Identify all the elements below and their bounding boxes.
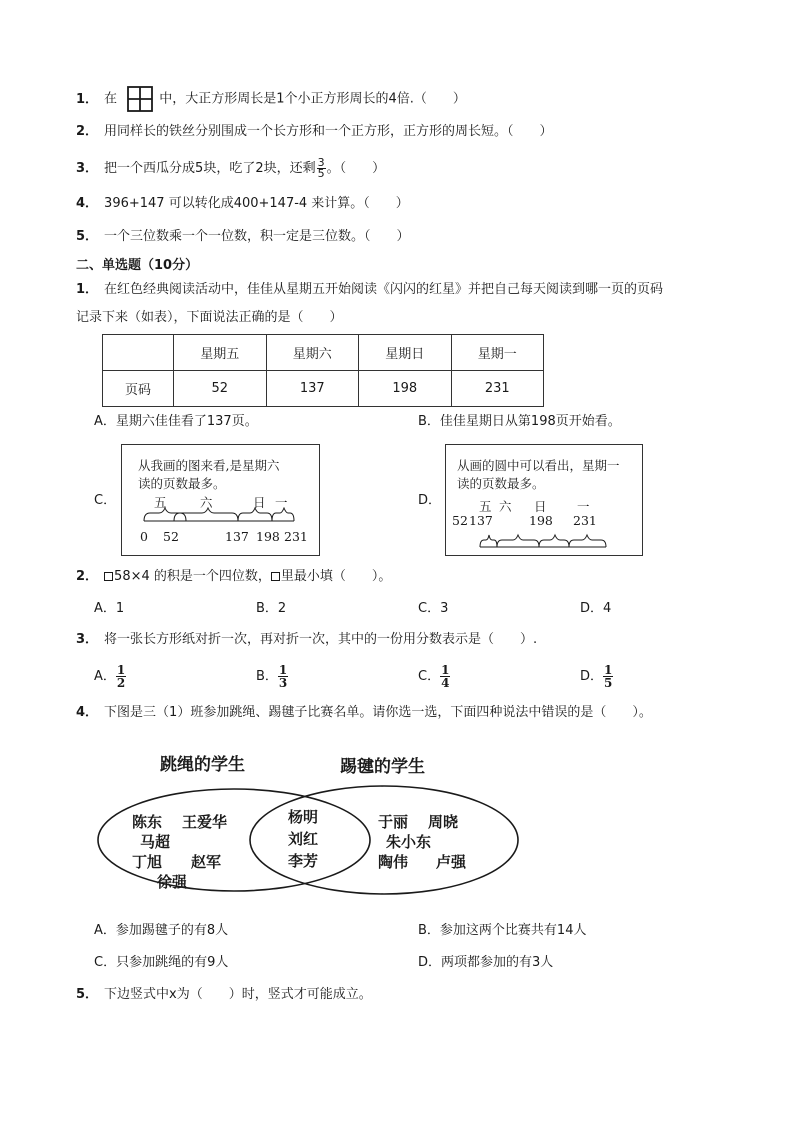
mc2-option-b[interactable]: B．2 [256, 601, 287, 616]
page-number: 231 [573, 513, 597, 528]
grid-square-figure [127, 86, 153, 112]
question-number: 4． [76, 705, 99, 720]
option-label: B． [256, 669, 278, 684]
question-text: 在红色经典阅读活动中，佳佳从星期五开始阅读《闪闪的红星》并把自己每天阅读到哪一页的页码 [104, 282, 664, 297]
judge-q1 [76, 86, 466, 112]
question-number: 1． [76, 282, 99, 297]
blank-square-icon [271, 572, 280, 581]
mc2-option-a[interactable]: A．1 [94, 601, 125, 616]
venn-name: 周晓 [428, 813, 459, 831]
day-label: 六 [200, 495, 213, 510]
mc5-question [76, 985, 372, 1005]
fraction-denominator: 5 [317, 167, 325, 180]
venn-name: 陶伟 [378, 853, 409, 871]
question-text: 58×4 的积是一个四位数， [114, 569, 271, 584]
page-number: 0 [140, 529, 148, 544]
question-text: 将一张长方形纸对折一次，再对折一次，其中的一份用分数表示是（ ）. [104, 632, 538, 647]
option-c-box [121, 444, 320, 556]
table-cell: 198 [359, 371, 452, 407]
fraction [317, 158, 326, 179]
fraction-denominator: 4 [441, 676, 450, 690]
table-cell: 星期一 [451, 335, 544, 371]
venn-name: 赵军 [191, 853, 222, 871]
day-label: 一 [577, 499, 590, 514]
mc1-option-b[interactable]: B．佳佳星期日从第198页开始看。 [418, 414, 621, 429]
mc1-option-d-label[interactable]: D． [418, 493, 442, 508]
box-text: 从我画的图来看,是星期六 [138, 458, 280, 473]
box-text: 读的页数最多。 [138, 476, 226, 491]
judge-q4 [76, 194, 409, 214]
day-label: 五 [154, 495, 167, 510]
question-text: 一个三位数乘一个一位数，积一定是三位数。（ ） [104, 229, 410, 244]
fraction-denominator: 3 [278, 676, 288, 690]
mc4-option-d[interactable]: D．两项都参加的有3人 [418, 955, 554, 970]
venn-name: 王爱华 [182, 813, 228, 831]
mc1-line1 [76, 280, 663, 300]
question-text: 下图是三（1）班参加跳绳、踢毽子比赛名单。请你选一选，下面四种说法中错误的是（ ）。 [104, 705, 652, 720]
option-label: C． [418, 669, 441, 684]
table-cell [103, 335, 174, 371]
box-text: 从画的圆中可以看出，星期一 [457, 458, 620, 473]
page-number: 52 [163, 529, 179, 544]
mc1-option-a[interactable]: A．星期六佳佳看了137页。 [94, 414, 258, 429]
judge-q3 [76, 158, 385, 179]
table-cell: 星期日 [359, 335, 452, 371]
venn-name: 卢强 [436, 853, 467, 871]
day-label: 一 [275, 495, 288, 510]
question-text: 把一个西瓜分成5块，吃了2块，还剩 [104, 161, 316, 176]
question-number: 2． [76, 124, 99, 139]
venn-name: 杨明 [288, 808, 319, 826]
table-cell: 52 [174, 371, 267, 407]
venn-name: 丁旭 [132, 853, 163, 871]
question-text: 下边竖式中x为（ ）时，竖式才可能成立。 [104, 987, 372, 1002]
question-text: 在 [104, 91, 118, 107]
mc1-option-c-label[interactable]: C． [94, 493, 117, 508]
mc4-option-b[interactable]: B．参加这两个比赛共有14人 [418, 923, 587, 938]
fraction-denominator: 2 [116, 676, 126, 690]
question-text: 里最小填（ ）。 [280, 569, 392, 584]
venn-name: 马超 [140, 833, 171, 851]
question-text: 中，大正方形周长是1个小正方形周长的4倍.（ ） [159, 91, 466, 107]
mc3-option-c[interactable] [418, 664, 450, 689]
mc4-option-c[interactable]: C．只参加跳绳的有9人 [94, 955, 229, 970]
page-number: 231 [284, 529, 308, 544]
mc2-option-c[interactable]: C．3 [418, 601, 449, 616]
box-text: 读的页数最多。 [457, 476, 545, 491]
venn-right-title: 踢毽的学生 [340, 757, 425, 777]
page-number: 198 [529, 513, 553, 528]
mc3-question [76, 630, 537, 650]
option-label: D． [580, 669, 604, 684]
fraction-numerator: 1 [441, 663, 450, 677]
page-table [102, 334, 544, 407]
question-number: 1． [76, 91, 99, 107]
fraction-numerator: 1 [604, 663, 613, 677]
option-label: A． [94, 669, 116, 684]
fraction-numerator: 3 [317, 156, 325, 169]
fraction [278, 664, 288, 689]
day-label: 日 [534, 499, 547, 514]
mc2-option-d[interactable]: D．4 [580, 601, 612, 616]
question-text: 。（ ） [326, 161, 386, 176]
day-label: 日 [253, 495, 266, 510]
table-cell: 137 [266, 371, 359, 407]
question-text: 396+147 可以转化成400+147-4 来计算。（ ） [104, 196, 409, 211]
page-number: 52 [452, 513, 468, 528]
venn-name: 陈东 [132, 813, 163, 831]
option-d-box [445, 444, 643, 556]
question-number: 5． [76, 229, 99, 244]
mc3-option-b[interactable] [256, 664, 288, 689]
venn-name: 李芳 [288, 852, 319, 870]
fraction-denominator: 5 [604, 676, 613, 690]
fraction [116, 664, 126, 689]
page-number: 198 [256, 529, 280, 544]
question-number: 4． [76, 196, 99, 211]
fraction [440, 664, 450, 689]
question-number: 3． [76, 161, 99, 176]
table-row [103, 371, 544, 407]
venn-name: 于丽 [378, 813, 409, 831]
venn-left-title: 跳绳的学生 [160, 755, 245, 775]
section-title: 二、单选题（10分） [76, 258, 199, 273]
judge-q2 [76, 122, 553, 142]
table-cell: 页码 [103, 371, 174, 407]
question-text: 用同样长的铁丝分别围成一个长方形和一个正方形，正方形的周长短。（ ） [104, 124, 553, 139]
mc2-question [76, 567, 391, 587]
fraction-numerator: 1 [116, 663, 126, 677]
mc4-option-a[interactable]: A．参加踢毽子的有8人 [94, 923, 229, 938]
mc4-question [76, 703, 652, 723]
table-header-row [103, 335, 544, 371]
question-number: 3． [76, 632, 99, 647]
venn-name: 刘红 [288, 830, 319, 848]
judge-q5 [76, 227, 410, 247]
blank-square-icon [104, 572, 113, 581]
page-number: 137 [469, 513, 493, 528]
venn-name: 徐强 [157, 873, 188, 891]
mc3-option-d[interactable] [580, 664, 613, 689]
table-cell: 星期六 [266, 335, 359, 371]
mc3-option-a[interactable] [94, 664, 126, 689]
question-number: 2． [76, 569, 99, 584]
fraction-numerator: 1 [278, 663, 288, 677]
question-number: 5． [76, 987, 99, 1002]
mc1-line2: 记录下来（如表），下面说法正确的是（ ） [76, 310, 343, 325]
page-number: 137 [225, 529, 249, 544]
day-label: 五 [479, 499, 492, 514]
fraction [603, 664, 613, 689]
number-line-braces [446, 531, 642, 553]
venn-name: 朱小东 [386, 833, 432, 851]
day-label: 六 [499, 499, 512, 514]
table-cell: 星期五 [174, 335, 267, 371]
table-cell: 231 [451, 371, 544, 407]
